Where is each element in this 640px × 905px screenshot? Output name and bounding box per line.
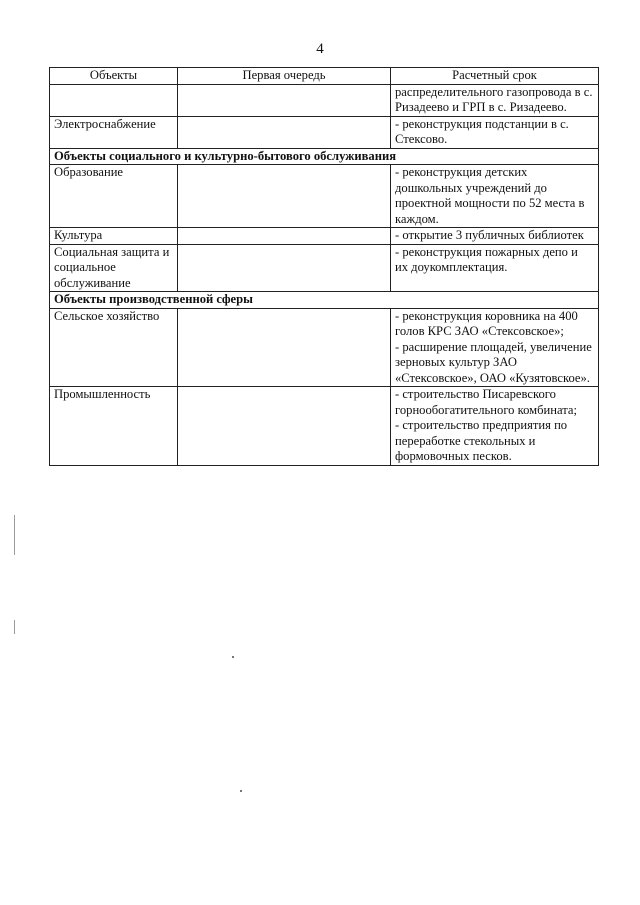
table-row — [50, 228, 599, 245]
scan-artifact — [240, 790, 242, 792]
cell-first-stage — [178, 228, 391, 245]
measure-text: - реконструкция коровника на 400 голов КРС ЗАО «Стексовское»; — [395, 308, 578, 338]
cell-estimated-term — [391, 308, 599, 387]
cell-estimated-term — [391, 387, 599, 466]
cell-estimated-term — [391, 165, 599, 228]
table-row — [50, 165, 599, 228]
development-plan-table — [49, 67, 599, 466]
table-row — [50, 244, 599, 292]
cell-object: Образование — [50, 165, 178, 228]
table-body — [50, 84, 599, 465]
table-row — [50, 116, 599, 148]
cell-first-stage — [178, 84, 391, 116]
measure-text: - строительство Писаревского горнообогатительного комбината; — [395, 387, 578, 417]
page-number: 4 — [316, 41, 324, 57]
cell-estimated-term — [391, 244, 599, 292]
cell-estimated-term — [391, 84, 599, 116]
table-row — [50, 387, 599, 466]
column-header-objects: Объекты — [50, 68, 178, 85]
scan-artifact — [14, 620, 15, 634]
cell-first-stage — [178, 165, 391, 228]
cell-object: Социальная защита и социальное обслуживание — [50, 244, 178, 292]
cell-object — [50, 84, 178, 116]
measure-text: - реконструкция подстанции в с. Стексово. — [395, 116, 569, 146]
cell-first-stage — [178, 308, 391, 387]
cell-object: Культура — [50, 228, 178, 245]
cell-object: Промышленность — [50, 387, 178, 466]
section-heading: Объекты социального и культурно-бытового обслуживания — [50, 148, 599, 165]
table-section-row — [50, 148, 599, 165]
table-row — [50, 84, 599, 116]
measure-text: - расширение площадей, увеличение зерновых культур ЗАО «Стексовское», ОАО «Кузятовское». — [395, 339, 592, 385]
cell-first-stage — [178, 244, 391, 292]
cell-object: Электроснабжение — [50, 116, 178, 148]
measure-text: - реконструкция детских дошкольных учреждений до проектной мощности по 52 места в каждом. — [395, 165, 585, 226]
column-header-first-stage: Первая очередь — [178, 68, 391, 85]
column-header-estimated-term: Расчетный срок — [391, 68, 599, 85]
scan-artifact — [14, 515, 15, 555]
cell-estimated-term — [391, 228, 599, 245]
measure-text: распределительного газопровода в с. Ризадеево и ГРП в с. Ризадеево. — [395, 84, 593, 114]
measure-text: - реконструкция пожарных депо и их доукомплектация. — [395, 244, 578, 274]
table-section-row — [50, 292, 599, 309]
cell-first-stage — [178, 387, 391, 466]
scan-artifact — [232, 656, 234, 658]
measure-text: - открытие 3 публичных библиотек — [395, 228, 584, 242]
measure-text: - строительство предприятия по переработке стекольных и формовочных песков. — [395, 418, 568, 463]
cell-object: Сельское хозяйство — [50, 308, 178, 387]
cell-estimated-term — [391, 116, 599, 148]
section-heading: Объекты производственной сферы — [50, 292, 599, 309]
table-header-row — [50, 68, 599, 85]
cell-first-stage — [178, 116, 391, 148]
table-row — [50, 308, 599, 387]
